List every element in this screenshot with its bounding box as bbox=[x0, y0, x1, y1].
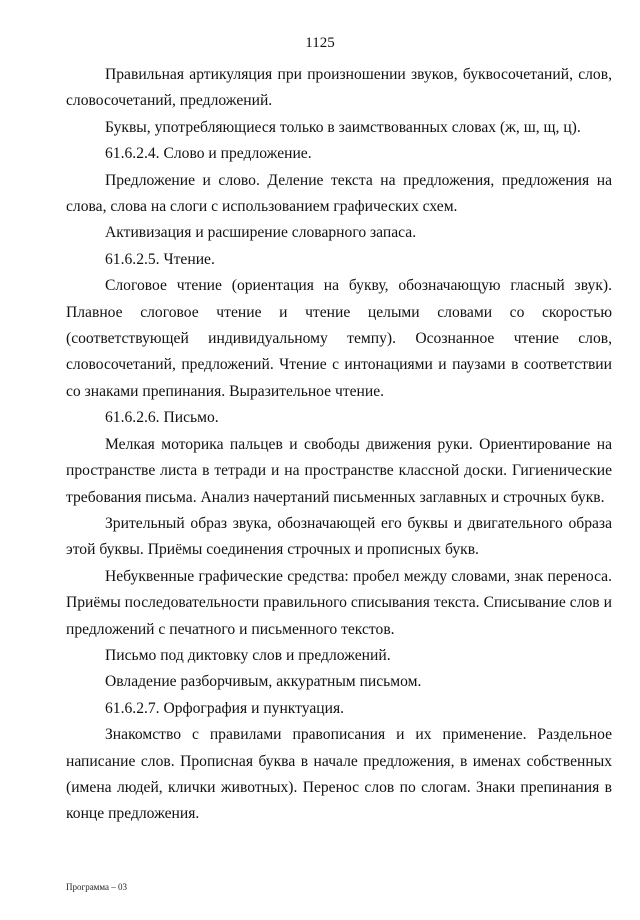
paragraph-visual-image: Зрительный образ звука, обозначающей его буквы и двигательного образа этой буквы. Приёмы соединения строчных и прописных букв. bbox=[66, 514, 612, 559]
section-heading-word-sentence: 61.6.2.4. Слово и предложение. bbox=[105, 145, 312, 163]
paragraph-spelling-rules: Знакомство с правилами правописания и их применение. Раздельное написание слов. Прописная буква в начале предложения, в именах собственных (имена людей, клички животных). Перенос слов по слогам. Знаки препинания в конце предложения. bbox=[66, 726, 612, 823]
page-footer: Программа – 03 bbox=[66, 882, 128, 892]
paragraph-neat-writing: Овладение разборчивым, аккуратным письмом. bbox=[105, 673, 422, 691]
section-heading-reading: 61.6.2.5. Чтение. bbox=[105, 250, 215, 268]
paragraph-vocabulary: Активизация и расширение словарного запаса. bbox=[105, 224, 417, 242]
paragraph-dictation: Письмо под диктовку слов и предложений. bbox=[105, 646, 391, 664]
document-body bbox=[66, 62, 612, 828]
section-heading-writing: 61.6.2.6. Письмо. bbox=[105, 409, 219, 427]
paragraph-syllable-reading: Слоговое чтение (ориентация на букву, обозначающую гласный звук). Плавное слоговое чтение и чтение целыми словами со скоростью (соответствующей индивидуальному темпу). Осознанное чтение слов, словосочетаний, предложений. Чтение с интонациями и паузами в соответствии со знаками препинания. Выразительное чтение. bbox=[66, 277, 612, 400]
paragraph-sentence-and-word: Предложение и слово. Деление текста на предложения, предложения на слова, слова на слоги с использованием графических схем. bbox=[66, 171, 612, 216]
paragraph-fine-motor: Мелкая моторика пальцев и свободы движения руки. Ориентирование на пространстве листа в тетради и на пространстве классной доски. Гигиенические требования письма. Анализ начертаний письменных заглавных и строчных букв. bbox=[66, 435, 612, 506]
section-heading-orthography: 61.6.2.7. Орфография и пунктуация. bbox=[105, 699, 345, 717]
paragraph-graphic-means: Небуквенные графические средства: пробел между словами, знак переноса. Приёмы последовательности правильного списывания текста. Списывание слов и предложений с печатного и письменного текстов. bbox=[66, 567, 612, 638]
page-number: 1125 bbox=[305, 35, 335, 51]
paragraph-borrowed-letters: Буквы, употребляющиеся только в заимствованных словах (ж, ш, щ, ц). bbox=[105, 118, 581, 136]
paragraph-articulation: Правильная артикуляция при произношении звуков, буквосочетаний, слов, словосочетаний, предложений. bbox=[66, 66, 612, 110]
